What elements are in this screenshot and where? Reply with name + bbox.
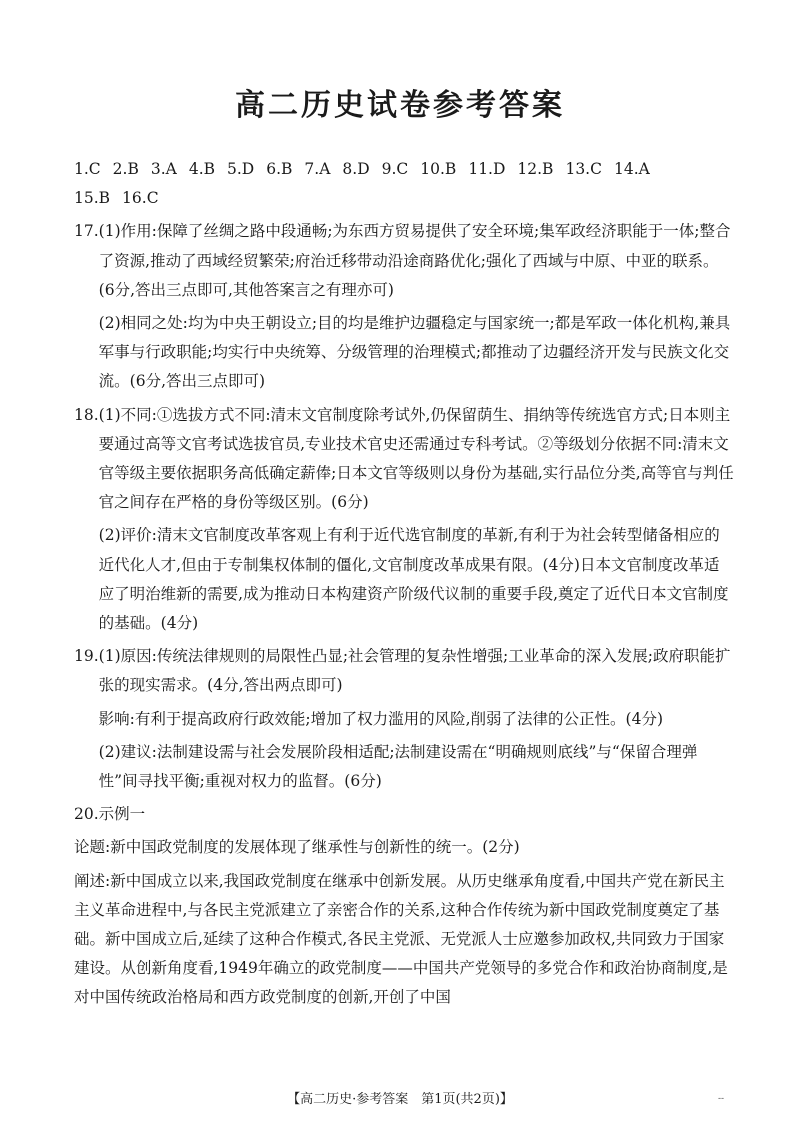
question-17 <box>74 217 734 400</box>
mc-answer: 4.B <box>188 160 216 178</box>
answer-content <box>74 155 734 1013</box>
mc-answer: 11.D <box>468 160 506 178</box>
mc-answer: 12.B <box>517 160 554 178</box>
mc-answer: 3.A <box>150 160 177 178</box>
q20-argument: 阐述:新中国成立以来,我国政党制度在继承中创新发展。从历史继承角度看,中国共产党在新民主主义革命进程中,与各民主党派建立了亲密合作的关系,这种合作传统为新中国政党制度奠定了基础。新中国成立后,延续了这种合作模式,各民主党派、无党派人士应邀参加政权,共同致力于国家建设。从创新角度看,1949年确立的政党制度——中国共产党领导的多党合作和政治协商制度,是对中国传统政治格局和西方政党制度的创新,开创了中国 <box>74 871 728 1007</box>
q17-part1: (1)作用:保障了丝绸之路中段通畅;为东西方贸易提供了安全环境;集军政经济职能于一体;整合了资源,推动了西域经贸繁荣;府治迁移带动沿途商路优化;强化了西域与中原、中亚的联系。(6分,答出三点即可,其他答案言之有理亦可) <box>98 222 731 299</box>
page-title: 高二历史试卷参考答案 <box>235 88 565 123</box>
question-number: 20. <box>74 805 99 824</box>
question-18 <box>74 401 734 643</box>
q20-example-label: 示例一 <box>98 805 146 824</box>
mc-answers-line-1 <box>74 155 734 184</box>
q19-part1: (1)原因:传统法律规则的局限性凸显;社会管理的复杂性增强;工业革命的深入发展;政府职能扩张的现实需求。(4分,答出两点即可) <box>98 647 731 695</box>
mc-answer: 2.B <box>112 160 139 178</box>
q19-part2: (2)建议:法制建设需与社会发展阶段相适配;法制建设需在“明确规则底线”与“保留合理弹性”间寻找平衡;重视对权力的监督。(6分) <box>98 742 698 791</box>
mc-answer: 5.D <box>227 160 255 178</box>
q17-part2: (2)相同之处:均为中央王朝设立;目的均是维护边疆稳定与国家统一;都是军政一体化机构,兼具军事与行政职能;均实行中央统筹、分级管理的治理模式;都推动了边疆经济开发与民族文化交流。(6分,答出三点即可) <box>98 314 731 391</box>
page-footer: 【高二历史·参考答案 第1页(共2页)】 <box>287 1092 513 1107</box>
mc-answers-line-2 <box>74 184 734 213</box>
question-number: 19. <box>74 647 99 666</box>
mc-answer: 13.C <box>565 160 602 178</box>
mc-answer: 10.B <box>420 160 457 178</box>
mc-answer: 9.C <box>381 160 409 178</box>
q20-thesis: 论题:新中国政党制度的发展体现了继承性与创新性的统一。(2分) <box>74 838 520 857</box>
question-20 <box>74 800 734 833</box>
mc-answer: 7.A <box>304 160 331 178</box>
question-number: 18. <box>74 405 99 424</box>
mc-answer: 6.B <box>266 160 293 178</box>
footer-mark: -- <box>718 1094 725 1104</box>
q18-part2: (2)评价:清末文官制度改革客观上有利于近代选官制度的革新,有利于为社会转型储备相应的近代化人才,但由于专制集权体制的僵化,文官制度改革成果有限。(4分)日本文官制度改革适应了明治维新的需要,成为推动日本构建资产阶级代议制的重要手段,奠定了近代日本文官制度的基础。(4分) <box>98 526 729 633</box>
question-number: 17. <box>74 222 99 241</box>
question-19 <box>74 642 734 800</box>
mc-answer: 8.D <box>342 160 370 178</box>
q18-part1: (1)不同:①选拔方式不同:清末文官制度除考试外,仍保留荫生、捐纳等传统选官方式;日本则主要通过高等文官考试选拔官员,专业技术官史还需通过专科考试。②等级划分依据不同:清末文官等级主要依据职务高低确定薪俸;日本文官等级则以身份为基础,实行品位分类,高等官与判任官之间存在严格的身份等级区别。(6分) <box>98 405 734 512</box>
mc-answer: 14.A <box>613 160 650 178</box>
q19-impact: 影响:有利于提高政府行政效能;增加了权力滥用的风险,削弱了法律的公正性。(4分) <box>98 709 663 728</box>
mc-answer: 16.C <box>122 189 159 208</box>
mc-answer: 1.C <box>74 160 101 178</box>
mc-answer: 15.B <box>74 189 111 208</box>
